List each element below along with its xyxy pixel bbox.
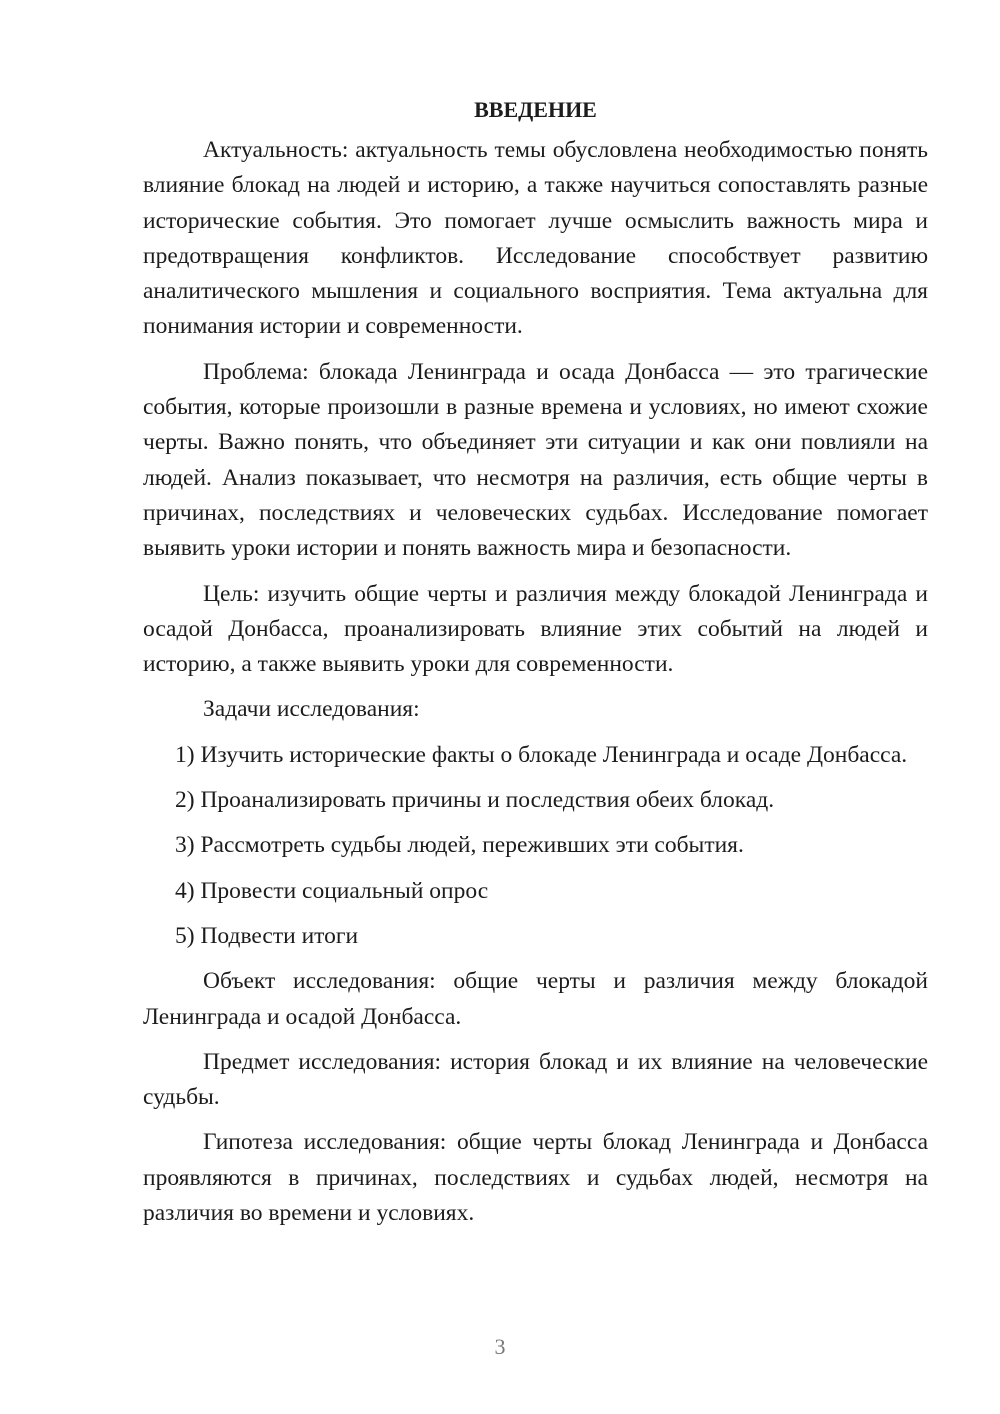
goal-paragraph: Цель: изучить общие черты и различия между блокадой Ленинграда и осадой Донбасса, проанализировать влияние этих событий на людей и историю, а также выявить уроки для современности. — [143, 580, 928, 678]
task-item: 5) Подвести итоги — [175, 922, 359, 949]
document-page — [143, 93, 928, 1241]
task-item: 3) Рассмотреть судьбы людей, переживших эти события. — [175, 832, 744, 859]
subject-paragraph: Предмет исследования: история блокад и их влияние на человеческие судьбы. — [143, 1048, 928, 1111]
task-item: 4) Провести социальный опрос — [175, 877, 489, 904]
tasks-title: Задачи исследования: — [203, 696, 420, 723]
hypothesis-paragraph: Гипотеза исследования: общие черты блокад Ленинграда и Донбасса проявляются в причинах, последствиях и судьбах людей, несмотря на различия во времени и условиях. — [143, 1129, 928, 1227]
task-item: 1) Изучить исторические факты о блокаде Ленинграда и осаде Донбасса. — [175, 741, 908, 768]
object-paragraph: Объект исследования: общие черты и различия между блокадой Ленинграда и осадой Донбасса. — [143, 968, 928, 1030]
relevance-paragraph: Актуальность: актуальность темы обусловлена необходимостью понять влияние блокад на людей и историю, а также научиться сопоставлять разные исторические события. Это помогает лучше осмыслить важность мира и предотвращения конфликтов. Исследование способствует развитию аналитического мышления и социального восприятия. Тема актуальна для понимания истории и современности. — [143, 137, 928, 340]
tasks-list — [143, 738, 928, 954]
section-heading: ВВЕДЕНИЕ — [474, 97, 597, 122]
task-item: 2) Проанализировать причины и последствия обеих блокад. — [175, 787, 775, 814]
problem-paragraph: Проблема: блокада Ленинграда и осада Донбасса — это трагические события, которые произошли в разные времена и условиях, но имеют схожие черты. Важно понять, что объединяет эти ситуации и как они повлияли на людей. Анализ показывает, что несмотря на различия, есть общие черты в причинах, последствиях и человеческих судьбах. Исследование помогает выявить уроки истории и понять важность мира и безопасности. — [143, 358, 928, 562]
page-number: 3 — [494, 1334, 506, 1359]
